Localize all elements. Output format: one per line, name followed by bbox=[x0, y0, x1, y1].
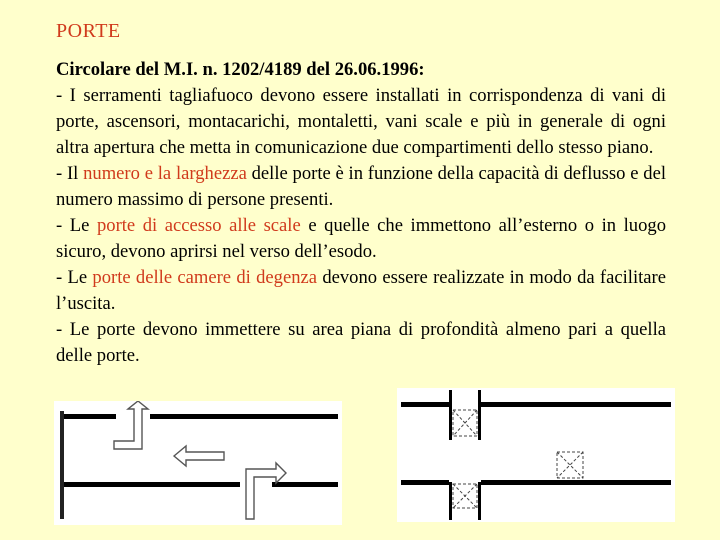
paragraph-text: - Le bbox=[56, 267, 93, 288]
corridor-exit-arrows-drawing bbox=[54, 401, 342, 525]
wall-top bbox=[481, 402, 671, 407]
highlighted-text: numero e la larghezza bbox=[83, 163, 247, 184]
corridor-door-openings-drawing bbox=[397, 388, 675, 522]
wall-top bbox=[150, 414, 338, 419]
wall-bottom bbox=[401, 480, 449, 485]
wall-top bbox=[401, 402, 449, 407]
landing-area-icon bbox=[557, 452, 583, 478]
paragraph-text: e quelle che immettono all’esterno o in luogo sicuro, devono aprirsi nel verso dell’esodo. bbox=[56, 215, 666, 262]
paragraph-text: - Le porte devono immettere su area piana di profondità almeno pari a quella delle porte. bbox=[56, 319, 666, 366]
paragraph bbox=[56, 317, 666, 369]
highlighted-text: porte delle camere di degenza bbox=[92, 267, 318, 288]
exit-arrow-icon bbox=[246, 463, 286, 519]
paragraph-text: devono essere realizzate in modo da facilitare l’uscita. bbox=[56, 267, 666, 314]
landing-area-icon bbox=[453, 484, 477, 508]
paragraph bbox=[56, 213, 666, 265]
highlighted-text: porte di accesso alle scale bbox=[96, 215, 301, 236]
paragraph-text: - Le bbox=[56, 215, 97, 236]
page-title: PORTE bbox=[56, 20, 121, 42]
wall-top bbox=[60, 414, 116, 419]
wall-left bbox=[60, 411, 64, 519]
paragraph-text: - I serramenti tagliafuoco devono essere installati in corrispondenza di vani di porte, ascensori, montacarichi, montaletti, vani scale e più in generale di ogni altra apertura che metta in comunicazione due compartimenti dello stesso piano. bbox=[56, 85, 666, 158]
paragraph bbox=[56, 83, 666, 161]
paragraph-text: - Il bbox=[56, 163, 84, 184]
paragraph bbox=[56, 161, 666, 213]
paragraph-text: delle porte è in funzione della capacità di deflusso e del numero massimo di persone presenti. bbox=[56, 163, 666, 210]
wall-bottom bbox=[272, 482, 338, 487]
landing-area-icon bbox=[453, 410, 477, 436]
wall-bottom bbox=[60, 482, 240, 487]
paragraph bbox=[56, 265, 666, 317]
wall-bottom bbox=[481, 480, 671, 485]
left-arrow-icon bbox=[174, 446, 224, 466]
body-text bbox=[56, 57, 666, 369]
paragraph-list bbox=[56, 83, 666, 369]
circular-heading: Circolare del M.I. n. 1202/4189 del 26.06.1996: bbox=[56, 59, 425, 80]
exit-arrow-icon bbox=[114, 401, 148, 449]
